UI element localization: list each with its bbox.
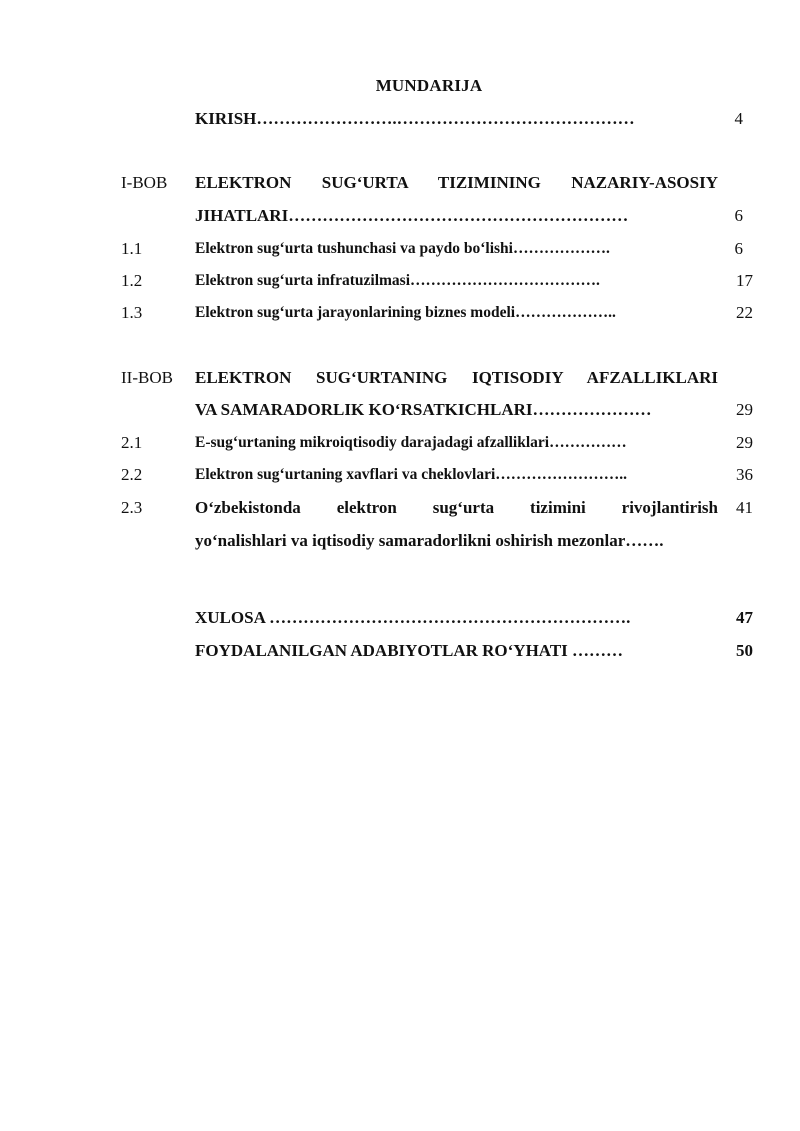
toc-section-number: 1.2 — [121, 271, 143, 290]
toc-entry-2-2 — [0, 463, 800, 487]
page-title: MUNDARIJA — [375, 76, 483, 95]
toc-page-number: 29 — [736, 433, 753, 452]
toc-entry-text: VA SAMARADORLIK KO‘RSATKICHLARI………………… — [195, 400, 652, 419]
toc-entry-references — [0, 639, 800, 663]
toc-section-number: 2.2 — [121, 465, 143, 484]
toc-chapter-number: II-BOB — [121, 368, 173, 387]
toc-entry-1-1 — [0, 237, 800, 261]
toc-entry-text: Elektron sug‘urta infratuzilmasi………………………………. — [195, 272, 600, 289]
toc-entry-text: Elektron sug‘urtaning xavflari va cheklovlari…………………….. — [195, 466, 628, 483]
toc-entry-text: KIRISH…………………….…………………………………… — [195, 109, 635, 128]
toc-entry-xulosa — [0, 606, 800, 630]
toc-entry-text: ELEKTRON SUG‘URTANING IQTISODIY AFZALLIKLARI — [195, 368, 718, 387]
toc-entry-chapter-2 — [0, 366, 800, 390]
toc-entry-text: FOYDALANILGAN ADABIYOTLAR RO‘YHATI ……… — [195, 641, 624, 660]
toc-page-number: 29 — [736, 400, 753, 419]
toc-page-number: 36 — [736, 465, 753, 484]
toc-page-number: 22 — [736, 303, 753, 322]
toc-entry-text: ELEKTRON SUG‘URTA TIZIMINING NAZARIY-ASOSIY — [195, 173, 718, 192]
toc-entry-2-3-cont — [0, 529, 800, 553]
toc-entry-text: Elektron sug‘urta jarayonlarining biznes modeli……………….. — [195, 304, 616, 321]
toc-entry-text: Elektron sug‘urta tushunchasi va paydo bo‘lishi………………. — [195, 240, 610, 257]
toc-page-number: 50 — [736, 641, 753, 660]
toc-section-number: 1.1 — [121, 239, 143, 258]
toc-page-number: 41 — [736, 498, 753, 517]
toc-entry-1-2 — [0, 269, 800, 293]
toc-entry-chapter-1 — [0, 171, 800, 195]
toc-entry-text: O‘zbekistonda elektron sug‘urta tizimini rivojlantirish — [195, 498, 718, 517]
toc-page-number: 6 — [734, 206, 743, 225]
toc-section-number: 2.1 — [121, 433, 143, 452]
toc-entry-1-3 — [0, 301, 800, 325]
toc-page-number: 6 — [734, 239, 743, 258]
toc-entry-chapter-2-cont — [0, 398, 800, 422]
toc-entry-2-1 — [0, 431, 800, 455]
toc-entry-text: JIHATLARI…………………………………………………… — [195, 206, 629, 225]
toc-entry-kirish — [0, 107, 800, 131]
toc-page-number: 17 — [736, 271, 753, 290]
toc-entry-text: yo‘nalishlari va iqtisodiy samaradorlikni oshirish mezonlar……. — [195, 531, 664, 550]
toc-page-number: 47 — [736, 608, 753, 627]
toc-section-number: 2.3 — [121, 498, 143, 517]
toc-entry-chapter-1-cont — [0, 204, 800, 228]
toc-entry-2-3 — [0, 496, 800, 520]
toc-entry-text: E-sug‘urtaning mikroiqtisodiy darajadagi afzalliklari…………… — [195, 434, 627, 451]
toc-section-number: 1.3 — [121, 303, 143, 322]
toc-entry-text: XULOSA ………………………………………………………. — [195, 608, 631, 627]
toc-chapter-number: I-BOB — [121, 173, 168, 192]
toc-page-number: 4 — [734, 109, 743, 128]
